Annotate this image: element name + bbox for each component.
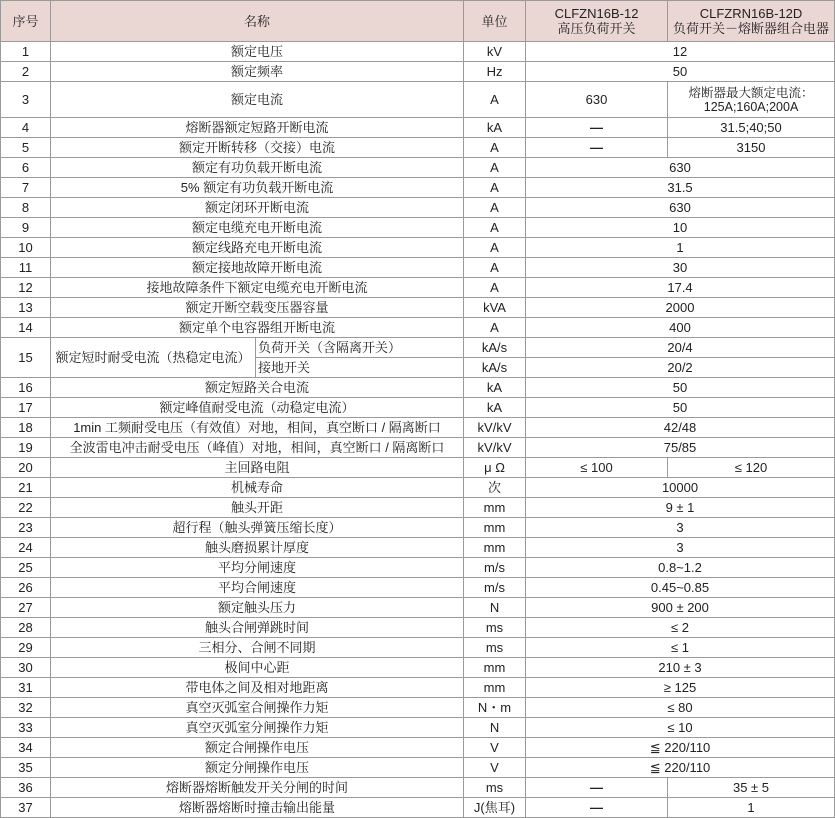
row-value: ≤ 80	[526, 698, 835, 718]
row-value: 31.5	[526, 178, 835, 198]
row-value: 20/2	[526, 358, 835, 378]
row-number: 17	[1, 398, 51, 418]
table-row	[1, 278, 835, 298]
row-subname: 负荷开关（含隔离开关）	[256, 338, 464, 358]
row-unit: kV/kV	[464, 438, 526, 458]
table-row	[1, 82, 835, 118]
row-value: 1	[526, 238, 835, 258]
row-unit: A	[464, 158, 526, 178]
row-unit: 次	[464, 478, 526, 498]
row-unit: m/s	[464, 558, 526, 578]
row-number: 15	[1, 338, 51, 378]
header-model-b-desc: 负荷开关－熔断器组合电器	[673, 21, 830, 36]
row-unit: V	[464, 758, 526, 778]
header-unit: 单位	[464, 1, 526, 42]
row-number: 21	[1, 478, 51, 498]
row-name: 额定闭环开断电流	[51, 198, 464, 218]
row-number: 28	[1, 618, 51, 638]
table-row	[1, 758, 835, 778]
row-unit: J(焦耳)	[464, 798, 526, 818]
row-number: 33	[1, 718, 51, 738]
row-number: 30	[1, 658, 51, 678]
row-number: 26	[1, 578, 51, 598]
row-value: 9 ± 1	[526, 498, 835, 518]
row-unit: mm	[464, 678, 526, 698]
row-value: ≦ 220/110	[526, 758, 835, 778]
table-row	[1, 398, 835, 418]
row-name: 额定短时耐受电流（热稳定电流）	[51, 338, 256, 378]
row-value: 630	[526, 158, 835, 178]
table-row	[1, 638, 835, 658]
row-value: ≥ 125	[526, 678, 835, 698]
row-number: 7	[1, 178, 51, 198]
row-value-b: ≤ 120	[668, 458, 835, 478]
row-unit: m/s	[464, 578, 526, 598]
row-name: 真空灭弧室分闸操作力矩	[51, 718, 464, 738]
row-value-b: 35 ± 5	[668, 778, 835, 798]
table-row	[1, 478, 835, 498]
row-name: 主回路电阻	[51, 458, 464, 478]
row-name: 额定频率	[51, 62, 464, 82]
row-number: 27	[1, 598, 51, 618]
row-value: 17.4	[526, 278, 835, 298]
table-row	[1, 258, 835, 278]
row-name: 额定开断转移（交接）电流	[51, 138, 464, 158]
table-row	[1, 418, 835, 438]
row-unit: A	[464, 82, 526, 118]
row-value: 20/4	[526, 338, 835, 358]
row-name: 额定电缆充电开断电流	[51, 218, 464, 238]
row-number: 1	[1, 42, 51, 62]
row-unit: V	[464, 738, 526, 758]
table-row	[1, 738, 835, 758]
row-number: 6	[1, 158, 51, 178]
table-row	[1, 338, 835, 358]
row-unit: N・m	[464, 698, 526, 718]
row-number: 4	[1, 118, 51, 138]
row-value: 3	[526, 518, 835, 538]
row-name: 5% 额定有功负载开断电流	[51, 178, 464, 198]
row-subname: 接地开关	[256, 358, 464, 378]
table-row	[1, 558, 835, 578]
row-name: 额定有功负载开断电流	[51, 158, 464, 178]
header-model-b-code: CLFZRN16B-12D	[699, 6, 803, 21]
row-name: 触头合闸弹跳时间	[51, 618, 464, 638]
row-value-b: 31.5;40;50	[668, 118, 835, 138]
table-row	[1, 238, 835, 258]
row-number: 20	[1, 458, 51, 478]
table-row	[1, 298, 835, 318]
row-value-b: 3150	[668, 138, 835, 158]
row-name: 额定峰值耐受电流（动稳定电流）	[51, 398, 464, 418]
row-value: ≦ 220/110	[526, 738, 835, 758]
row-value-a: —	[526, 778, 668, 798]
row-value-a: ≤ 100	[526, 458, 668, 478]
row-value: 0.45~0.85	[526, 578, 835, 598]
row-name: 额定单个电容器组开断电流	[51, 318, 464, 338]
row-value: 900 ± 200	[526, 598, 835, 618]
row-unit: kA	[464, 118, 526, 138]
row-unit: Hz	[464, 62, 526, 82]
row-value: ≤ 10	[526, 718, 835, 738]
row-number: 35	[1, 758, 51, 778]
row-value: 12	[526, 42, 835, 62]
table-row	[1, 598, 835, 618]
row-name: 触头开距	[51, 498, 464, 518]
row-unit: kVA	[464, 298, 526, 318]
row-number: 3	[1, 82, 51, 118]
row-number: 14	[1, 318, 51, 338]
row-unit: N	[464, 598, 526, 618]
row-number: 36	[1, 778, 51, 798]
row-unit: ms	[464, 638, 526, 658]
row-value: 3	[526, 538, 835, 558]
row-number: 29	[1, 638, 51, 658]
row-number: 2	[1, 62, 51, 82]
row-name: 额定接地故障开断电流	[51, 258, 464, 278]
row-value: 50	[526, 62, 835, 82]
row-name: 超行程（触头弹簧压缩长度）	[51, 518, 464, 538]
row-name: 额定合闸操作电压	[51, 738, 464, 758]
row-number: 13	[1, 298, 51, 318]
row-number: 22	[1, 498, 51, 518]
header-seq: 序号	[1, 1, 51, 42]
row-value-a: —	[526, 118, 668, 138]
table-row	[1, 518, 835, 538]
table-row	[1, 118, 835, 138]
fuse-current-values: 125A;160A;200A	[703, 99, 799, 114]
table-row	[1, 198, 835, 218]
table-row	[1, 778, 835, 798]
table-row	[1, 438, 835, 458]
row-unit: μ Ω	[464, 458, 526, 478]
row-number: 34	[1, 738, 51, 758]
header-model-a	[526, 1, 668, 42]
row-number: 12	[1, 278, 51, 298]
row-value: 50	[526, 378, 835, 398]
row-value: 30	[526, 258, 835, 278]
row-unit: kA	[464, 378, 526, 398]
table-row	[1, 538, 835, 558]
row-name: 额定电流	[51, 82, 464, 118]
table-row	[1, 318, 835, 338]
row-unit: mm	[464, 518, 526, 538]
row-unit: mm	[464, 658, 526, 678]
row-unit: A	[464, 258, 526, 278]
row-unit: A	[464, 138, 526, 158]
row-value-a: —	[526, 798, 668, 818]
table-row	[1, 718, 835, 738]
row-value: 75/85	[526, 438, 835, 458]
row-number: 18	[1, 418, 51, 438]
table-row	[1, 378, 835, 398]
row-unit: kA/s	[464, 338, 526, 358]
row-number: 19	[1, 438, 51, 458]
row-value: 10	[526, 218, 835, 238]
row-value: 2000	[526, 298, 835, 318]
row-unit: ms	[464, 778, 526, 798]
row-number: 16	[1, 378, 51, 398]
row-unit: A	[464, 198, 526, 218]
row-name: 熔断器熔断时撞击输出能量	[51, 798, 464, 818]
row-unit: kV/kV	[464, 418, 526, 438]
row-value: 42/48	[526, 418, 835, 438]
header-model-b	[668, 1, 835, 42]
table-row	[1, 658, 835, 678]
row-number: 8	[1, 198, 51, 218]
table-row	[1, 138, 835, 158]
row-number: 31	[1, 678, 51, 698]
row-unit: A	[464, 318, 526, 338]
row-unit: A	[464, 218, 526, 238]
fuse-current-label: 熔断器最大额定电流：	[688, 85, 814, 100]
row-name: 平均合闸速度	[51, 578, 464, 598]
row-unit: N	[464, 718, 526, 738]
row-name: 平均分闸速度	[51, 558, 464, 578]
table-row	[1, 178, 835, 198]
header-model-a-desc: 高压负荷开关	[557, 21, 636, 36]
table-row	[1, 158, 835, 178]
row-value-a: —	[526, 138, 668, 158]
row-unit: mm	[464, 498, 526, 518]
row-number: 25	[1, 558, 51, 578]
row-name: 额定线路充电开断电流	[51, 238, 464, 258]
row-name: 带电体之间及相对地距离	[51, 678, 464, 698]
row-value: 0.8~1.2	[526, 558, 835, 578]
row-number: 37	[1, 798, 51, 818]
row-name: 熔断器熔断触发开关分闸的时间	[51, 778, 464, 798]
row-name: 三相分、合闸不同期	[51, 638, 464, 658]
row-number: 24	[1, 538, 51, 558]
row-name: 触头磨损累计厚度	[51, 538, 464, 558]
row-number: 23	[1, 518, 51, 538]
table-row	[1, 618, 835, 638]
row-value-b	[668, 82, 835, 118]
row-name: 机械寿命	[51, 478, 464, 498]
row-unit: kV	[464, 42, 526, 62]
row-name: 熔断器额定短路开断电流	[51, 118, 464, 138]
row-name: 极间中心距	[51, 658, 464, 678]
table-row	[1, 218, 835, 238]
row-unit: A	[464, 238, 526, 258]
row-name: 额定分闸操作电压	[51, 758, 464, 778]
header-row	[1, 1, 835, 42]
row-unit: A	[464, 278, 526, 298]
row-unit: A	[464, 178, 526, 198]
row-number: 32	[1, 698, 51, 718]
row-value: ≤ 2	[526, 618, 835, 638]
table-row	[1, 42, 835, 62]
row-value: 10000	[526, 478, 835, 498]
row-name: 额定开断空载变压器容量	[51, 298, 464, 318]
row-number: 10	[1, 238, 51, 258]
row-value-a: 630	[526, 82, 668, 118]
row-unit: kA/s	[464, 358, 526, 378]
table-row	[1, 458, 835, 478]
table-row	[1, 698, 835, 718]
table-row	[1, 578, 835, 598]
row-value: 210 ± 3	[526, 658, 835, 678]
header-name: 名称	[51, 1, 464, 42]
row-value-b: 1	[668, 798, 835, 818]
row-name: 额定触头压力	[51, 598, 464, 618]
table-row	[1, 678, 835, 698]
table-row	[1, 62, 835, 82]
row-value: 630	[526, 198, 835, 218]
row-unit: kA	[464, 398, 526, 418]
row-value: ≤ 1	[526, 638, 835, 658]
row-unit: ms	[464, 618, 526, 638]
row-name: 全波雷电冲击耐受电压（峰值）对地，相间，真空断口 / 隔离断口	[51, 438, 464, 458]
row-name: 真空灭弧室合闸操作力矩	[51, 698, 464, 718]
header-model-a-code: CLFZN16B-12	[554, 6, 639, 21]
row-name: 接地故障条件下额定电缆充电开断电流	[51, 278, 464, 298]
row-name: 额定电压	[51, 42, 464, 62]
row-number: 11	[1, 258, 51, 278]
row-number: 9	[1, 218, 51, 238]
row-name: 1min 工频耐受电压（有效值）对地，相间，真空断口 / 隔离断口	[51, 418, 464, 438]
row-name: 额定短路关合电流	[51, 378, 464, 398]
row-number: 5	[1, 138, 51, 158]
table-row	[1, 498, 835, 518]
row-unit: mm	[464, 538, 526, 558]
row-value: 50	[526, 398, 835, 418]
row-value: 400	[526, 318, 835, 338]
